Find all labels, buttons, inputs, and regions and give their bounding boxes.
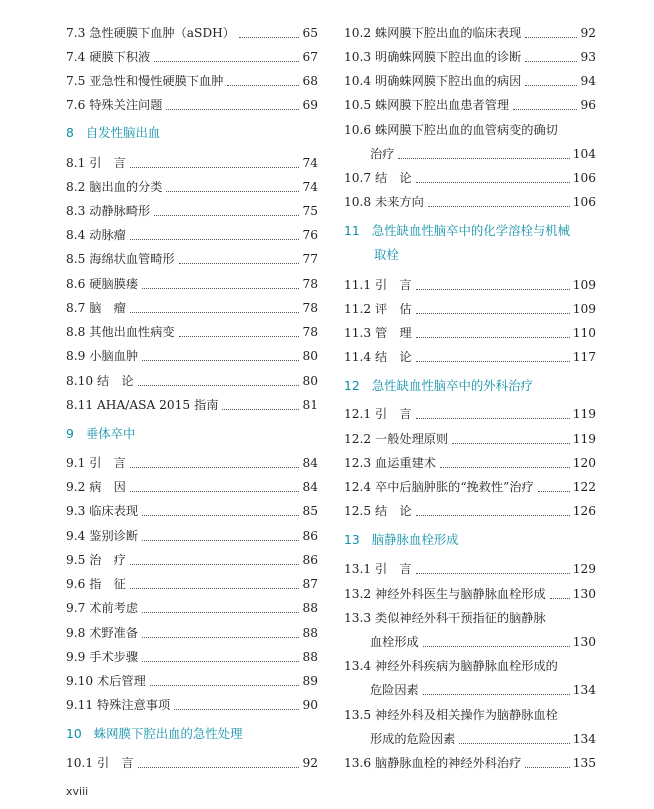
toc-entry bbox=[344, 24, 596, 42]
toc-dot-leader bbox=[154, 214, 299, 216]
toc-entry bbox=[344, 585, 596, 603]
toc-dot-leader bbox=[174, 708, 299, 710]
chapter-number: 13 bbox=[344, 532, 360, 547]
toc-entry-title: 8.8 其他出血性病变 bbox=[66, 325, 175, 339]
toc-entry-title: 12.2 一般处理原则 bbox=[344, 432, 449, 446]
toc-entry bbox=[344, 754, 596, 772]
toc-entry-title: 12.3 血运重建术 bbox=[344, 456, 436, 470]
toc-entry-page: 86 bbox=[302, 529, 318, 543]
toc-dot-leader bbox=[166, 190, 299, 192]
toc-entry-title: 血栓形成 bbox=[370, 635, 419, 649]
toc-entry bbox=[344, 405, 596, 423]
toc-entry bbox=[344, 430, 596, 448]
toc-entry bbox=[66, 696, 318, 714]
toc-entry-page: 130 bbox=[572, 587, 596, 601]
toc-entry-page: 74 bbox=[302, 180, 318, 194]
toc-entry-title: 11.4 结 论 bbox=[344, 350, 412, 364]
toc-entry bbox=[344, 300, 596, 318]
toc-entry-title: 10.8 未来方向 bbox=[344, 195, 424, 209]
chapter-title: 急性缺血性脑卒中的化学溶栓与机械 bbox=[371, 223, 571, 238]
toc-dot-leader bbox=[138, 766, 300, 768]
toc-entry-title: 13.6 脑静脉血栓的神经外科治疗 bbox=[344, 756, 522, 770]
toc-entry bbox=[344, 633, 596, 651]
toc-entry-title: 7.5 亚急性和慢性硬膜下血肿 bbox=[66, 74, 224, 88]
toc-entry bbox=[66, 323, 318, 341]
toc-dot-leader bbox=[130, 563, 300, 565]
toc-dot-leader bbox=[142, 636, 299, 638]
toc-entry-title: 8.1 引 言 bbox=[66, 156, 126, 170]
toc-entry-page: 119 bbox=[572, 407, 596, 421]
toc-dot-leader bbox=[440, 466, 570, 468]
toc-entry-title: 10.7 结 论 bbox=[344, 171, 412, 185]
toc-entry-title: 9.1 引 言 bbox=[66, 456, 126, 470]
toc-entry bbox=[344, 348, 596, 366]
toc-entry-page: 78 bbox=[302, 325, 318, 339]
toc-entry-title: 9.5 治 疗 bbox=[66, 553, 126, 567]
toc-entry-page: 134 bbox=[572, 683, 596, 697]
toc-entry bbox=[66, 275, 318, 293]
toc-entry-title: 9.9 手术步骤 bbox=[66, 650, 139, 664]
toc-entry-title: 8.9 小脑血肿 bbox=[66, 349, 139, 363]
toc-dot-leader bbox=[227, 84, 299, 86]
toc-entry-page: 80 bbox=[302, 349, 318, 363]
toc-entry bbox=[66, 299, 318, 317]
toc-entry-title: 8.10 结 论 bbox=[66, 374, 134, 388]
toc-dot-leader bbox=[222, 408, 299, 410]
toc-dot-leader bbox=[150, 684, 300, 686]
toc-entry-page: 76 bbox=[302, 228, 318, 242]
toc-entry bbox=[344, 276, 596, 294]
toc-entry bbox=[66, 372, 318, 390]
toc-entry-page: 126 bbox=[572, 504, 596, 518]
chapter-number: 9 bbox=[66, 426, 74, 441]
toc-entry-title: 9.6 指 征 bbox=[66, 577, 126, 591]
toc-entry-title: 8.7 脑 瘤 bbox=[66, 301, 126, 315]
toc-entry bbox=[66, 454, 318, 472]
toc-entry-title: 12.1 引 言 bbox=[344, 407, 412, 421]
toc-entry-page: 120 bbox=[572, 456, 596, 470]
toc-entry bbox=[66, 226, 318, 244]
toc-entry bbox=[66, 96, 318, 114]
toc-entry-page: 122 bbox=[572, 480, 596, 494]
toc-dot-leader bbox=[550, 597, 570, 599]
toc-entry-page: 84 bbox=[302, 456, 318, 470]
toc-entry-page: 75 bbox=[302, 204, 318, 218]
toc-entry bbox=[66, 154, 318, 172]
toc-dot-leader bbox=[525, 766, 569, 768]
toc-entry-title: 7.6 特殊关注问题 bbox=[66, 98, 163, 112]
toc-entry-page: 129 bbox=[572, 562, 596, 576]
toc-dot-leader bbox=[138, 384, 300, 386]
toc-entry-title: 13.1 引 言 bbox=[344, 562, 412, 576]
toc-entry bbox=[66, 48, 318, 66]
toc-entry-page: 77 bbox=[302, 252, 318, 266]
toc-entry-page: 90 bbox=[302, 698, 318, 712]
toc-entry bbox=[66, 575, 318, 593]
toc-dot-leader bbox=[416, 312, 570, 314]
toc-entry bbox=[344, 730, 596, 748]
toc-entry bbox=[344, 324, 596, 342]
toc-entry-page: 86 bbox=[302, 553, 318, 567]
chapter-number: 12 bbox=[344, 378, 360, 393]
chapter-title: 自发性脑出血 bbox=[85, 125, 161, 140]
toc-entry-page: 135 bbox=[572, 756, 596, 770]
toc-entry-page: 92 bbox=[302, 756, 318, 770]
page-number: xviii bbox=[66, 785, 89, 798]
toc-entry bbox=[344, 96, 596, 114]
toc-entry-title: 10.6 蛛网膜下腔出血的血管病变的确切 bbox=[344, 123, 558, 137]
toc-entry bbox=[66, 754, 318, 772]
toc-entry bbox=[344, 48, 596, 66]
toc-entry bbox=[344, 560, 596, 578]
toc-entry-page: 110 bbox=[572, 326, 596, 340]
toc-entry-page: 87 bbox=[302, 577, 318, 591]
toc-entry-page: 119 bbox=[572, 432, 596, 446]
toc-dot-leader bbox=[130, 311, 300, 313]
toc-entry bbox=[66, 396, 318, 414]
toc-dot-leader bbox=[423, 645, 570, 647]
toc-entry-page: 89 bbox=[302, 674, 318, 688]
toc-entry bbox=[66, 72, 318, 90]
toc-entry-title: 9.2 病 因 bbox=[66, 480, 126, 494]
toc-entry-page: 74 bbox=[302, 156, 318, 170]
chapter-title: 脑静脉血栓形成 bbox=[371, 532, 459, 547]
chapter-heading bbox=[344, 377, 533, 395]
toc-entry-title: 9.8 术野准备 bbox=[66, 626, 139, 640]
toc-dot-leader bbox=[423, 693, 570, 695]
toc-entry-title: 形成的危险因素 bbox=[370, 732, 456, 746]
toc-entry-page: 84 bbox=[302, 480, 318, 494]
toc-entry-title: 11.1 引 言 bbox=[344, 278, 412, 292]
toc-dot-leader bbox=[525, 60, 577, 62]
toc-entry-page: 88 bbox=[302, 601, 318, 615]
toc-entry bbox=[344, 169, 596, 187]
toc-entry bbox=[66, 347, 318, 365]
toc-entry-page: 117 bbox=[572, 350, 596, 364]
toc-entry bbox=[66, 250, 318, 268]
chapter-heading bbox=[66, 725, 242, 743]
toc-entry bbox=[66, 527, 318, 545]
toc-dot-leader bbox=[142, 660, 299, 662]
toc-entry-title: 11.3 管 理 bbox=[344, 326, 412, 340]
chapter-title: 急性缺血性脑卒中的外科治疗 bbox=[371, 378, 533, 393]
toc-entry-title: 8.2 脑出血的分类 bbox=[66, 180, 163, 194]
toc-dot-leader bbox=[130, 166, 300, 168]
toc-dot-leader bbox=[416, 288, 570, 290]
toc-dot-leader bbox=[416, 181, 570, 183]
toc-entry-title: 9.7 术前考虑 bbox=[66, 601, 139, 615]
toc-entry-title: 12.5 结 论 bbox=[344, 504, 412, 518]
chapter-number: 8 bbox=[66, 125, 74, 140]
toc-dot-leader bbox=[416, 572, 570, 574]
chapter-heading bbox=[344, 246, 399, 264]
toc-entry bbox=[66, 202, 318, 220]
toc-entry-title: 危险因素 bbox=[370, 683, 419, 697]
chapter-heading bbox=[66, 124, 160, 142]
toc-dot-leader bbox=[130, 587, 300, 589]
toc-entry-page: 134 bbox=[572, 732, 596, 746]
chapter-number: 11 bbox=[344, 223, 360, 238]
toc-dot-leader bbox=[525, 36, 577, 38]
chapter-title: 蛛网膜下腔出血的急性处理 bbox=[93, 726, 243, 741]
toc-entry bbox=[344, 145, 596, 163]
toc-dot-leader bbox=[428, 205, 570, 207]
chapter-heading bbox=[344, 222, 570, 240]
toc-dot-leader bbox=[130, 490, 300, 492]
toc-dot-leader bbox=[179, 262, 300, 264]
toc-entry-title: 13.4 神经外科疾病为脑静脉血栓形成的 bbox=[344, 659, 558, 673]
chapter-heading bbox=[66, 425, 135, 443]
toc-entry-page: 67 bbox=[302, 50, 318, 64]
toc-entry-page: 106 bbox=[572, 171, 596, 185]
toc-entry bbox=[66, 478, 318, 496]
toc-entry-page: 106 bbox=[572, 195, 596, 209]
toc-entry-title: 7.4 硬膜下积液 bbox=[66, 50, 151, 64]
toc-entry-page: 130 bbox=[572, 635, 596, 649]
toc-entry-title: 8.6 硬脑膜瘘 bbox=[66, 277, 139, 291]
toc-entry bbox=[66, 178, 318, 196]
toc-dot-leader bbox=[416, 360, 570, 362]
toc-dot-leader bbox=[179, 335, 300, 337]
toc-entry-page: 68 bbox=[302, 74, 318, 88]
toc-entry bbox=[66, 648, 318, 666]
toc-entry bbox=[66, 672, 318, 690]
toc-entry-page: 109 bbox=[572, 278, 596, 292]
toc-entry-title: 8.11 AHA/ASA 2015 指南 bbox=[66, 398, 219, 412]
toc-entry-page: 88 bbox=[302, 626, 318, 640]
chapter-number: 10 bbox=[66, 726, 82, 741]
toc-entry bbox=[66, 624, 318, 642]
toc-dot-leader bbox=[525, 84, 577, 86]
toc-entry bbox=[66, 551, 318, 569]
toc-entry-page: 81 bbox=[302, 398, 318, 412]
toc-entry-title: 8.3 动静脉畸形 bbox=[66, 204, 151, 218]
toc-entry-title: 11.2 评 估 bbox=[344, 302, 412, 316]
toc-entry-page: 104 bbox=[572, 147, 596, 161]
toc-entry-page: 78 bbox=[302, 301, 318, 315]
toc-dot-leader bbox=[538, 490, 570, 492]
toc-entry-title: 13.5 神经外科及相关操作为脑静脉血栓 bbox=[344, 708, 558, 722]
toc-dot-leader bbox=[154, 60, 299, 62]
toc-entry bbox=[344, 454, 596, 472]
toc-entry-page: 65 bbox=[302, 26, 318, 40]
chapter-heading bbox=[344, 531, 459, 549]
toc-entry bbox=[344, 72, 596, 90]
toc-entry-title: 9.11 特殊注意事项 bbox=[66, 698, 171, 712]
toc-dot-leader bbox=[459, 742, 569, 744]
toc-dot-leader bbox=[166, 108, 299, 110]
toc-entry-title: 治疗 bbox=[370, 147, 395, 161]
toc-entry bbox=[344, 478, 596, 496]
toc-entry-title: 10.1 引 言 bbox=[66, 756, 134, 770]
toc-dot-leader bbox=[130, 238, 300, 240]
toc-entry bbox=[66, 24, 318, 42]
toc-entry bbox=[66, 599, 318, 617]
chapter-title: 取栓 bbox=[374, 247, 399, 262]
toc-dot-leader bbox=[416, 417, 570, 419]
toc-entry bbox=[344, 502, 596, 520]
toc-dot-leader bbox=[416, 336, 570, 338]
toc-dot-leader bbox=[239, 36, 300, 38]
toc-entry-page: 109 bbox=[572, 302, 596, 316]
toc-dot-leader bbox=[416, 514, 570, 516]
toc-entry-title: 12.4 卒中后脑肿胀的“挽救性”治疗 bbox=[344, 480, 534, 494]
toc-entry-title: 9.10 术后管理 bbox=[66, 674, 146, 688]
toc-dot-leader bbox=[142, 611, 299, 613]
toc-entry-page: 92 bbox=[580, 26, 596, 40]
toc-entry bbox=[344, 193, 596, 211]
toc-dot-leader bbox=[452, 442, 570, 444]
toc-entry-title: 10.3 明确蛛网膜下腔出血的诊断 bbox=[344, 50, 522, 64]
toc-entry-title: 10.5 蛛网膜下腔出血患者管理 bbox=[344, 98, 510, 112]
toc-entry-title: 13.3 类似神经外科干预指征的脑静脉 bbox=[344, 611, 546, 625]
toc-entry-title: 9.3 临床表现 bbox=[66, 504, 139, 518]
toc-dot-leader bbox=[142, 287, 299, 289]
toc-entry bbox=[66, 502, 318, 520]
toc-entry bbox=[344, 681, 596, 699]
toc-entry-title: 10.2 蛛网膜下腔出血的临床表现 bbox=[344, 26, 522, 40]
toc-entry-page: 94 bbox=[580, 74, 596, 88]
toc-entry-page: 80 bbox=[302, 374, 318, 388]
toc-entry-page: 85 bbox=[302, 504, 318, 518]
toc-dot-leader bbox=[142, 514, 299, 516]
toc-entry-title: 9.4 鉴别诊断 bbox=[66, 529, 139, 543]
toc-entry-page: 78 bbox=[302, 277, 318, 291]
toc-entry-page: 88 bbox=[302, 650, 318, 664]
toc-entry-title: 8.5 海绵状血管畸形 bbox=[66, 252, 175, 266]
toc-dot-leader bbox=[398, 157, 569, 159]
toc-entry-title: 10.4 明确蛛网膜下腔出血的病因 bbox=[344, 74, 522, 88]
toc-entry-title: 7.3 急性硬膜下血肿（aSDH） bbox=[66, 26, 235, 40]
toc-entry-page: 69 bbox=[302, 98, 318, 112]
toc-entry-title: 8.4 动脉瘤 bbox=[66, 228, 126, 242]
toc-entry-page: 96 bbox=[580, 98, 596, 112]
toc-dot-leader bbox=[130, 466, 300, 468]
toc-entry-title: 13.2 神经外科医生与脑静脉血栓形成 bbox=[344, 587, 546, 601]
toc-dot-leader bbox=[513, 108, 577, 110]
toc-dot-leader bbox=[142, 359, 299, 361]
toc-dot-leader bbox=[142, 539, 299, 541]
toc-entry-page: 93 bbox=[580, 50, 596, 64]
chapter-title: 垂体卒中 bbox=[85, 426, 136, 441]
